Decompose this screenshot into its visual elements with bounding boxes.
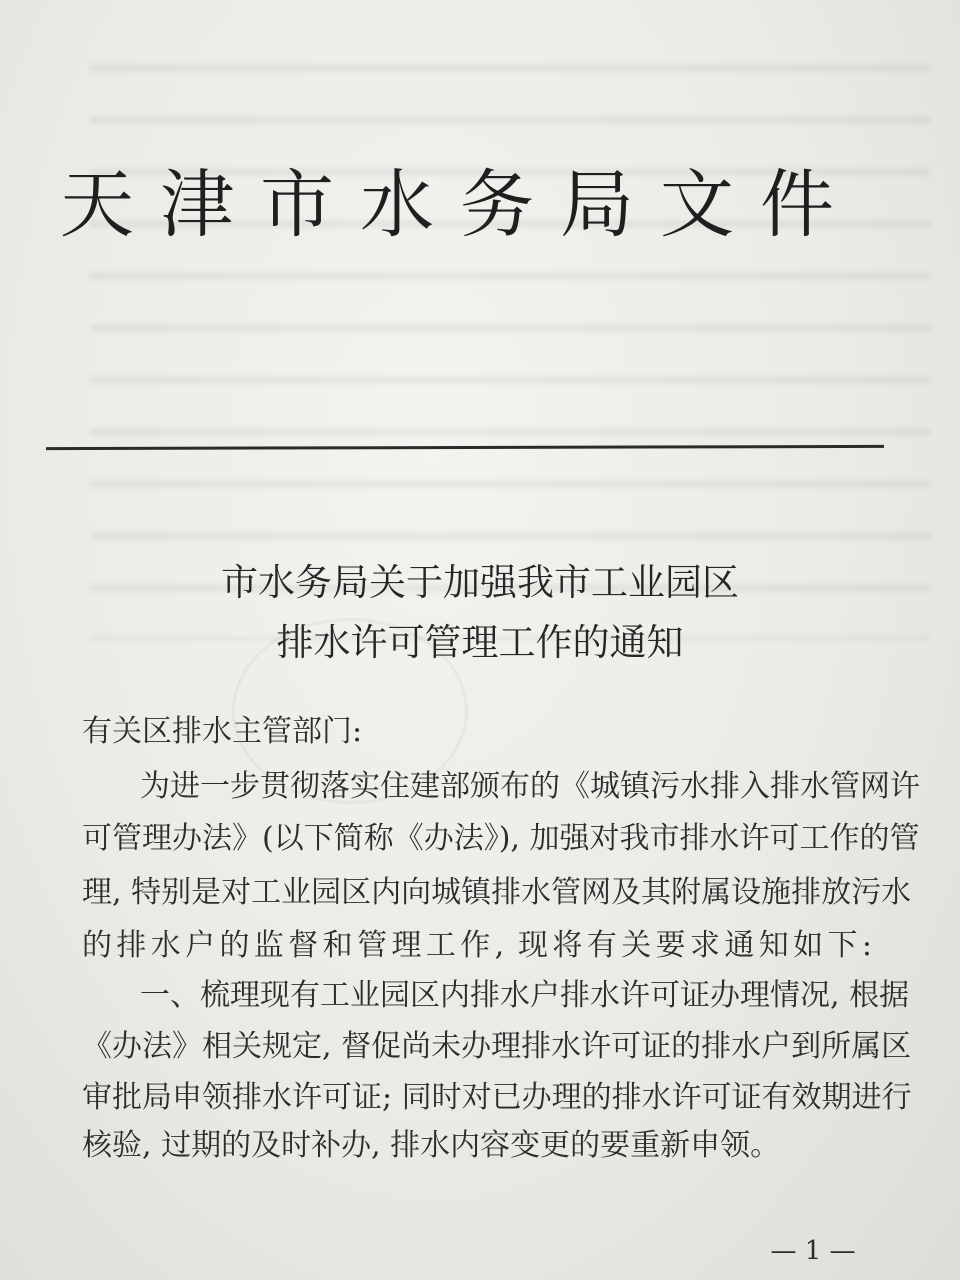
show-through-text bbox=[90, 20, 930, 640]
body-line: 为进一步贯彻落实住建部颁布的《城镇污水排入排水管网许 bbox=[140, 769, 920, 804]
page-number: — 1 — bbox=[770, 1236, 856, 1266]
body-line: 理, 特别是对工业园区内向城镇排水管网及其附属设施排放污水 bbox=[82, 875, 912, 910]
salutation: 有关区排水主管部门: bbox=[82, 714, 363, 749]
body-line: 审批局申领排水许可证; 同时对已办理的排水许可证有效期进行 bbox=[82, 1080, 912, 1115]
issuer-header: 天津市水务局文件 bbox=[60, 162, 860, 248]
body-line: 《办法》相关规定, 督促尚未办理排水许可证的排水户到所属区 bbox=[82, 1029, 912, 1064]
body-line: 的排水户的监督和管理工作, 现将有关要求通知如下: bbox=[82, 928, 872, 963]
notice-title-line-1: 市水务局关于加强我市工业园区 bbox=[221, 561, 739, 604]
body-line: 可管理办法》(以下简称《办法》), 加强对我市排水许可工作的管 bbox=[82, 821, 920, 856]
notice-title-line-2: 排水许可管理工作的通知 bbox=[276, 621, 684, 664]
body-line: 核验, 过期的及时补办, 排水内容变更的要重新申领。 bbox=[82, 1128, 781, 1163]
body-line: 一、梳理现有工业园区内排水户排水许可证办理情况, 根据 bbox=[140, 978, 910, 1013]
